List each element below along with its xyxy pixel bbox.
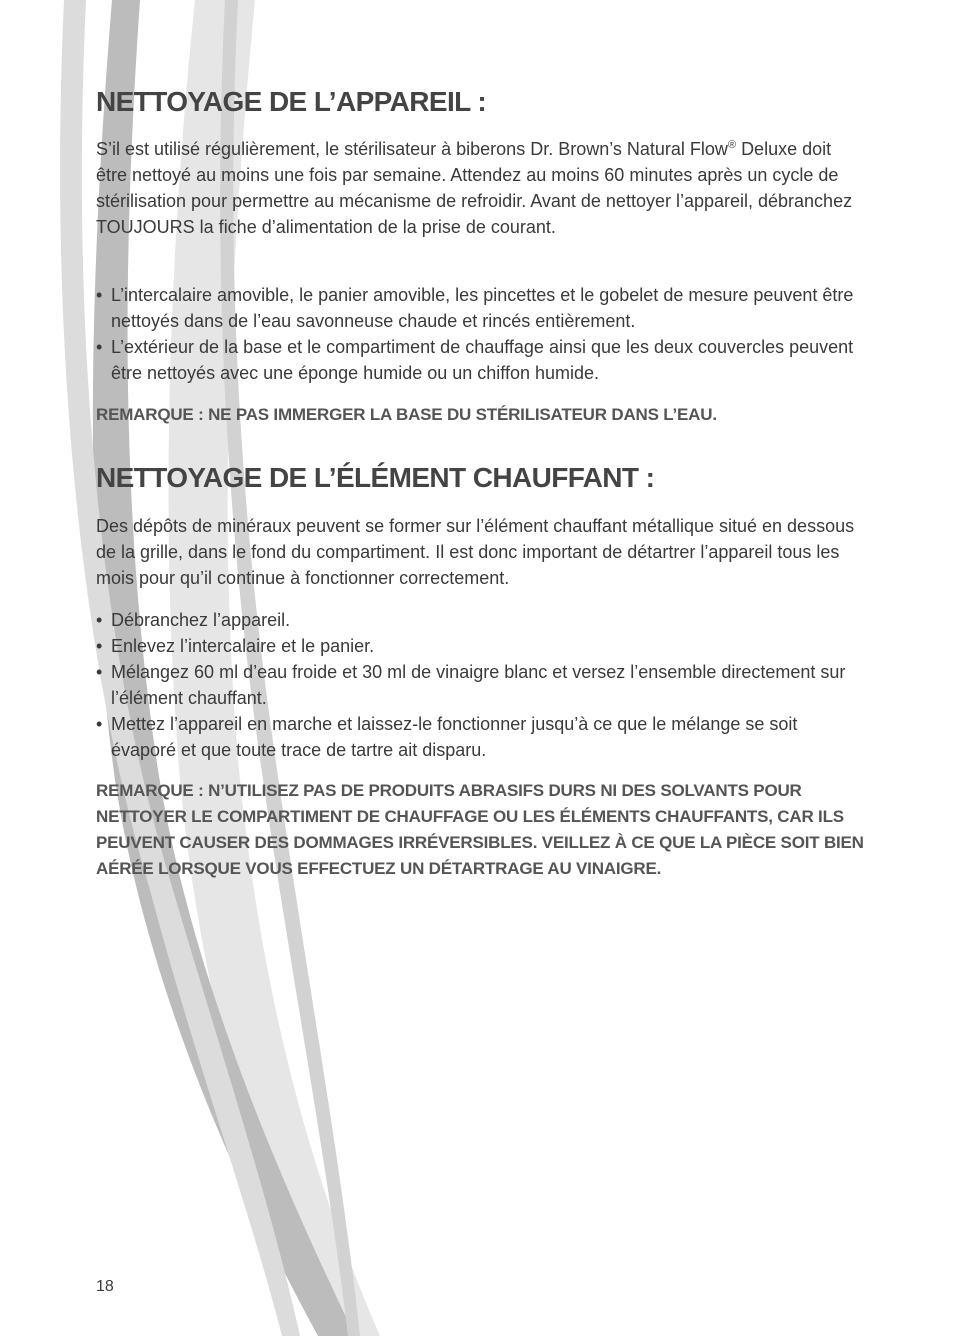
section-title-heating-element: NETTOYAGE DE L’ÉLÉMENT CHAUFFANT : xyxy=(96,462,655,493)
section1-bullet-list xyxy=(96,282,866,386)
section1-note: REMARQUE : NE PAS IMMERGER LA BASE DU STÉRILISATEUR DANS L’EAU. xyxy=(96,405,717,424)
bullet-dot: • xyxy=(96,285,103,305)
section2-note: REMARQUE : N’UTILISEZ PAS DE PRODUITS ABRASIFS DURS NI DES SOLVANTS POUR NETTOYER LE COMPARTIMENT DE CHAUFFAGE OU LES ÉLÉMENTS CHAUFFANTS, CAR ILS PEUVENT CAUSER DES DOMMAGES IRRÉVERSIBLES. VEILLEZ À CE QUE LA PIÈCE SOIT BIEN AÉRÉE LORSQUE VOUS EFFECTUEZ UN DÉTARTRAGE AU VINAIGRE. xyxy=(96,781,864,878)
list-item: • L’extérieur de la base et le compartiment de chauffage ainsi que les deux couvercles peuvent être nettoyés avec une éponge humide ou un chiffon humide. xyxy=(96,334,866,386)
section-title-cleaning-appliance: NETTOYAGE DE L’APPAREIL : xyxy=(96,86,487,117)
bullet-dot: • xyxy=(96,714,103,734)
section1-intro-line1: S’il est utilisé régulièrement, le stérilisateur à biberons Dr. Brown’s Natural Flow xyxy=(96,139,728,159)
page-number: 18 xyxy=(96,1278,114,1295)
bullet-dot: • xyxy=(96,610,103,630)
list-item: • Enlevez l’intercalaire et le panier. xyxy=(96,633,866,659)
bullet-dot: • xyxy=(96,337,103,357)
section2-intro: Des dépôts de minéraux peuvent se former sur l’élément chauffant métallique situé en dessous de la grille, dans le fond du compartiment. Il est donc important de détartrer l’appareil tous les mois pour qu’il continue à fonctionner correctement. xyxy=(96,516,855,588)
list-item: • Débranchez l’appareil. xyxy=(96,607,866,633)
list-item: • L’intercalaire amovible, le panier amovible, les pincettes et le gobelet de mesure peuvent être nettoyés dans de l’eau savonneuse chaude et rincés entièrement. xyxy=(96,282,866,334)
section1-intro-rest: Deluxe doit être nettoyé au moins une fois par semaine. Attendez au moins 60 minutes après un cycle de stérilisation pour permettre au mécanisme de refroidir. Avant de nettoyer l’appareil, débranchez TOUJOURS la fiche d’alimentation de la prise de courant. xyxy=(96,139,853,237)
section1-intro xyxy=(96,136,866,240)
list-item: • Mettez l’appareil en marche et laissez-le fonctionner jusqu’à ce que le mélange se soit évaporé et que toute trace de tartre ait disparu. xyxy=(96,711,866,763)
bullet-dot: • xyxy=(96,636,103,656)
section2-bullet-list xyxy=(96,607,866,763)
list-item: • Mélangez 60 ml d’eau froide et 30 ml de vinaigre blanc et versez l’ensemble directement sur l’élément chauffant. xyxy=(96,659,866,711)
registered-mark: ® xyxy=(727,139,737,151)
bullet-dot: • xyxy=(96,662,103,682)
